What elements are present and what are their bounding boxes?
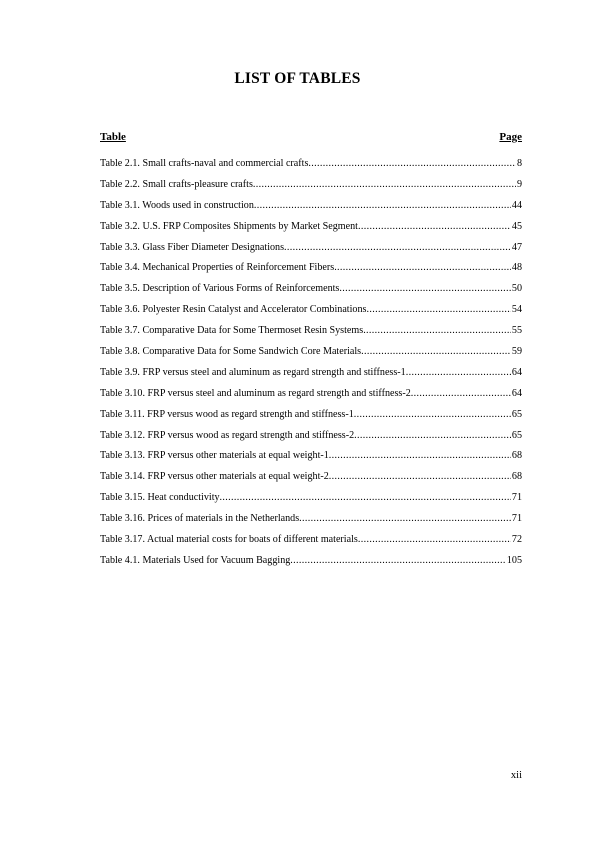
- dot-leader: [220, 492, 511, 504]
- dot-leader: [284, 242, 511, 254]
- entry-label: Table 4.1. Materials Used for Vacuum Bagging: [100, 554, 291, 566]
- entry-label: Table 3.8. Comparative Data for Some Sandwich Core Materials: [100, 346, 362, 358]
- entry-page-number: 55: [511, 325, 522, 337]
- entry-page-number: 65: [511, 408, 522, 420]
- dot-leader: [253, 179, 516, 191]
- entry-label: Table 3.3. Glass Fiber Diameter Designations: [100, 241, 285, 253]
- dot-leader: [308, 158, 516, 170]
- dot-leader: [354, 430, 511, 442]
- list-item[interactable]: [100, 283, 522, 304]
- entry-page-number: 8: [516, 158, 522, 169]
- entry-label: Table 3.15. Heat conductivity: [100, 492, 220, 504]
- entry-page-number: 68: [511, 471, 522, 483]
- dot-leader: [358, 221, 511, 233]
- entry-page-number: 54: [511, 304, 522, 316]
- list-item[interactable]: [100, 367, 522, 388]
- entry-page-number: 71: [511, 513, 522, 525]
- entry-page-number: 50: [511, 283, 522, 295]
- list-item[interactable]: [100, 242, 522, 263]
- list-item[interactable]: [100, 555, 522, 576]
- entry-label: Table 3.7. Comparative Data for Some Thermoset Resin Systems: [100, 325, 364, 337]
- entry-label: Table 3.17. Actual material costs for boats of different materials: [100, 534, 358, 546]
- entry-label: Table 3.10. FRP versus steel and aluminum as regard strength and stiffness-2: [100, 387, 411, 399]
- list-item[interactable]: [100, 409, 522, 430]
- dot-leader: [254, 200, 511, 212]
- entry-page-number: 45: [511, 220, 522, 232]
- list-item[interactable]: [100, 492, 522, 513]
- list-item[interactable]: [100, 200, 522, 221]
- entry-label: Table 3.16. Prices of materials in the Netherlands: [100, 513, 300, 525]
- list-item[interactable]: [100, 158, 522, 179]
- entry-page-number: 47: [511, 241, 522, 253]
- dot-leader: [329, 450, 511, 462]
- list-item[interactable]: [100, 430, 522, 451]
- dot-leader: [354, 409, 511, 421]
- dot-leader: [411, 388, 511, 400]
- dot-leader: [339, 283, 511, 295]
- entry-label: Table 3.12. FRP versus wood as regard strength and stiffness-2: [100, 429, 355, 441]
- page-column-header: Page: [499, 131, 522, 143]
- entry-label: Table 3.1. Woods used in construction: [100, 199, 254, 211]
- dot-leader: [290, 555, 506, 567]
- list-item[interactable]: [100, 346, 522, 367]
- entry-label: Table 3.6. Polyester Resin Catalyst and Accelerator Combinations: [100, 304, 367, 316]
- dot-leader: [366, 304, 510, 316]
- entry-page-number: 105: [506, 554, 522, 566]
- entry-label: Table 3.2. U.S. FRP Composites Shipments by Market Segment: [100, 220, 358, 232]
- entry-label: Table 3.9. FRP versus steel and aluminum as regard strength and stiffness-1: [100, 366, 406, 378]
- dot-leader: [334, 262, 511, 274]
- list-item[interactable]: [100, 450, 522, 471]
- list-item[interactable]: [100, 388, 522, 409]
- entry-label: Table 2.2. Small crafts-pleasure crafts: [100, 178, 253, 190]
- dot-leader: [406, 367, 511, 379]
- entry-label: Table 3.11. FRP versus wood as regard strength and stiffness-1: [100, 408, 354, 420]
- list-item[interactable]: [100, 513, 522, 534]
- entry-page-number: 65: [511, 429, 522, 441]
- entry-page-number: 9: [516, 178, 522, 190]
- entry-page-number: 64: [511, 387, 522, 399]
- table-list: [100, 158, 522, 576]
- entry-label: Table 3.13. FRP versus other materials at equal weight-1: [100, 450, 329, 462]
- list-item[interactable]: [100, 325, 522, 346]
- list-item[interactable]: [100, 221, 522, 242]
- list-item[interactable]: [100, 262, 522, 283]
- entry-label: Table 2.1. Small crafts-naval and commercial crafts: [100, 158, 309, 169]
- dot-leader: [329, 471, 511, 483]
- column-header-row: [100, 131, 522, 145]
- entry-page-number: 59: [511, 346, 522, 358]
- entry-label: Table 3.4. Mechanical Properties of Reinforcement Fibers: [100, 262, 335, 274]
- entry-label: Table 3.14. FRP versus other materials at equal weight-2: [100, 471, 329, 483]
- entry-label: Table 3.5. Description of Various Forms of Reinforcements: [100, 283, 340, 295]
- table-column-header: Table: [100, 131, 126, 143]
- entry-page-number: 68: [511, 450, 522, 462]
- dot-leader: [363, 325, 511, 337]
- entry-page-number: 44: [511, 199, 522, 211]
- dot-leader: [299, 513, 511, 525]
- entry-page-number: 71: [511, 492, 522, 504]
- list-item[interactable]: [100, 179, 522, 200]
- list-item[interactable]: [100, 534, 522, 555]
- list-item[interactable]: [100, 471, 522, 492]
- page-title: LIST OF TABLES: [234, 70, 361, 87]
- page-number: xii: [510, 770, 522, 781]
- dot-leader: [361, 346, 511, 358]
- list-item[interactable]: [100, 304, 522, 325]
- dot-leader: [358, 534, 511, 546]
- entry-page-number: 48: [511, 262, 522, 274]
- entry-page-number: 72: [511, 534, 522, 546]
- entry-page-number: 64: [511, 366, 522, 378]
